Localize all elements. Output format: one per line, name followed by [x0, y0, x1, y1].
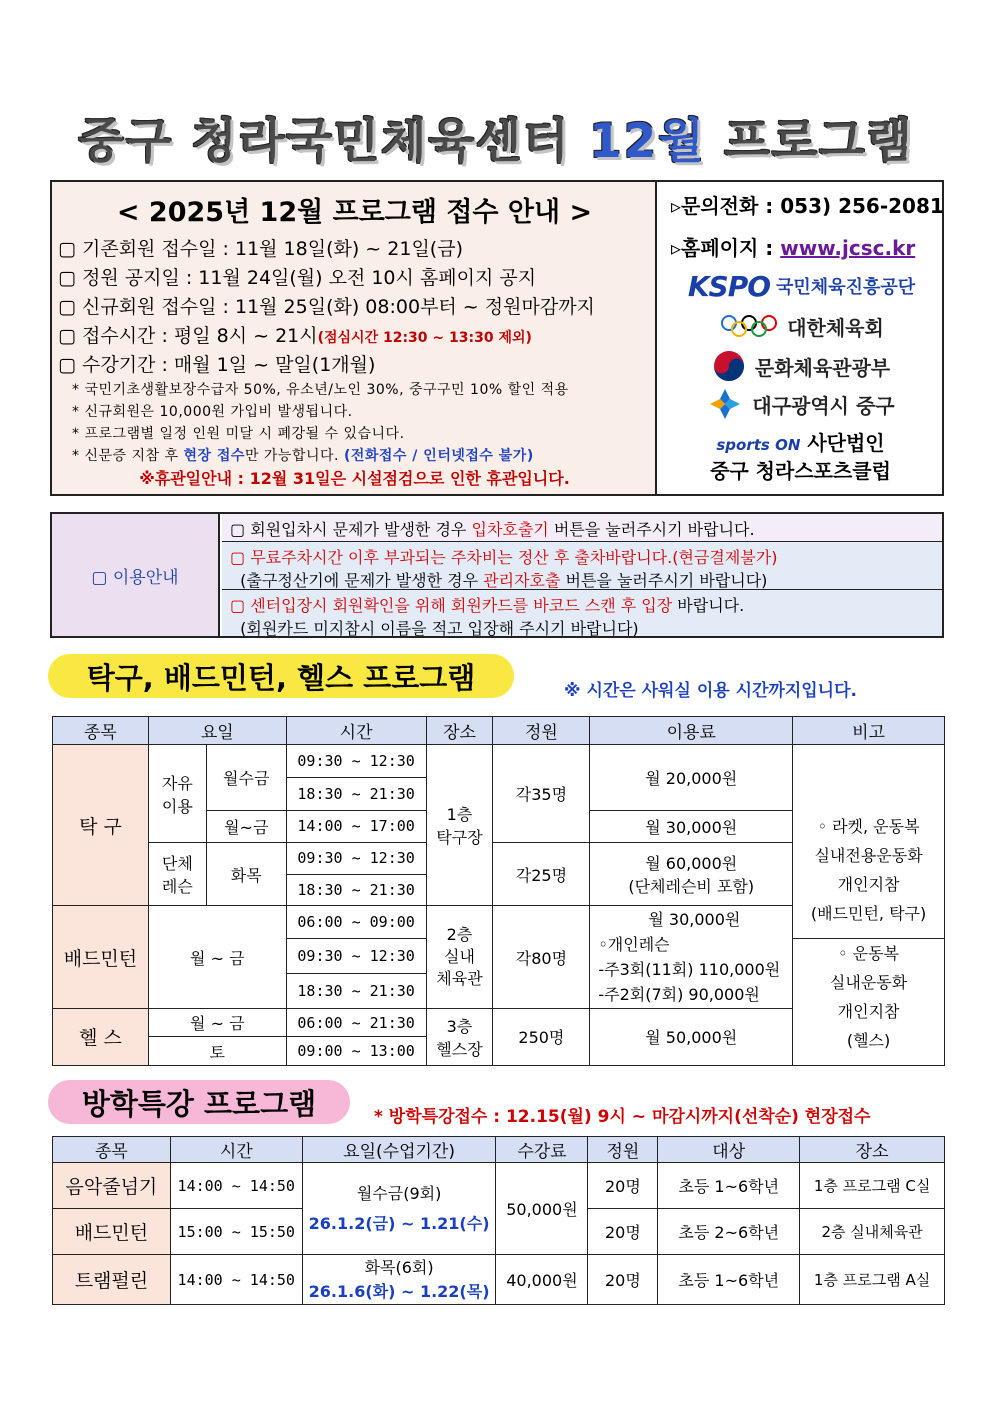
- info-note-fee: * 신규회원은 10,000원 가입비 발생됩니다.: [72, 404, 353, 420]
- usage-row-card: ▢ 센터입장시 회원확인을 위해 회원카드를 바코드 스캔 후 입장 바랍니다. (회원카드 미지참시 이름을 적고 입장해 주시기 바랍니다): [222, 590, 942, 636]
- capacity-cell: 각80명: [493, 906, 590, 1009]
- usage-row-entry: ▢ 회원입차시 문제가 발생한 경우 입차호출기 버튼을 눌러주시기 바랍니다.: [222, 514, 942, 542]
- info-heading: < 2025년 12월 프로그램 접수 안내 >: [116, 197, 593, 228]
- header-place: 장소: [426, 717, 493, 745]
- club-name: sports ON 사단법인 중구 청라스포츠클럽: [710, 431, 891, 483]
- capacity-cell: 20명: [588, 1255, 658, 1305]
- header-day: 요일: [148, 717, 286, 745]
- homepage-link[interactable]: www.jcsc.kr: [780, 236, 916, 260]
- fee-cell: 월 50,000원: [590, 1008, 793, 1065]
- taeguk-icon: [713, 350, 745, 382]
- place-cell: 3층 헬스장: [426, 1008, 493, 1065]
- day-cell: 월 ~ 금: [148, 1008, 286, 1036]
- target-cell: 초등 2~6학년: [658, 1209, 800, 1255]
- remark-cell-gym: ◦ 운동복 실내운동화 개인지참 (헬스): [793, 938, 945, 1065]
- fee-cell-badminton: 월 30,000원 ◦개인레슨 -주3회(11회) 110,000원 -주2회(7회) 90,000원: [590, 906, 793, 1009]
- free-use-label: 자유 이용: [148, 745, 206, 843]
- table-header-row: [53, 717, 945, 745]
- phone-contact: ▹문의전화 : 053) 256-2081: [671, 194, 944, 218]
- section-sports-title: 탁구, 배드민턴, 헬스 프로그램: [48, 654, 514, 698]
- fee-cell: 월 30,000원: [590, 810, 793, 843]
- header-remark: 비고: [793, 717, 945, 745]
- place-cell: 1층 프로그램 C실: [800, 1163, 945, 1209]
- capacity-cell: 250명: [493, 1008, 590, 1065]
- info-line-hours: ▢ 접수시간 : 평일 8시 ~ 21시(점심시간 12:30 ~ 13:30 제외): [58, 325, 532, 347]
- section-vacation-note: * 방학특강접수 : 12.15(월) 9시 ~ 마감시까지(선착순) 현장접수: [374, 1107, 871, 1127]
- header-capacity: 정원: [493, 717, 590, 745]
- section-sports-note: ※ 시간은 사워실 이용 시간까지입니다.: [564, 681, 857, 701]
- target-cell: 초등 1~6학년: [658, 1163, 800, 1209]
- group-lesson-label: 단체 레슨: [148, 843, 206, 906]
- olympic-rings-icon: [719, 314, 779, 338]
- usage-guide: [50, 512, 944, 638]
- info-line-existing: ▢ 기존회원 접수일 : 11월 18일(화) ~ 21일(금): [58, 238, 463, 260]
- capacity-cell: 각25명: [493, 843, 590, 906]
- table-row: [53, 745, 945, 778]
- fee-cell: 월 20,000원: [590, 745, 793, 810]
- info-note-discount: * 국민기초생활보장수급자 50%, 유소년/노인 30%, 중구구민 10% 할인 적용: [72, 382, 569, 398]
- info-line-new: ▢ 신규회원 접수일 : 11월 25일(화) 08:00부터 ~ 정원마감까지: [58, 296, 595, 318]
- table-header-row: [53, 1137, 945, 1163]
- homepage-contact: ▹홈페이지 : www.jcsc.kr: [671, 236, 916, 260]
- time-cell: 09:30 ~ 12:30: [286, 843, 426, 875]
- time-cell: 14:00 ~ 17:00: [286, 810, 426, 843]
- time-cell: 09:30 ~ 12:30: [286, 938, 426, 974]
- capacity-cell: 20명: [588, 1163, 658, 1209]
- time-cell: 09:30 ~ 12:30: [286, 745, 426, 778]
- day-cell: 월 ~ 금: [148, 906, 286, 1009]
- time-cell: 09:00 ~ 13:00: [286, 1037, 426, 1066]
- program-name: 배드민턴: [53, 1209, 171, 1255]
- sports-council-logo: 대한체육회: [669, 306, 934, 346]
- period-cell: 화목(6회) 26.1.6(화) ~ 1.22(목): [302, 1255, 496, 1305]
- sports-program-table: [52, 716, 945, 1066]
- target-cell: 초등 1~6학년: [658, 1255, 800, 1305]
- table-row: [53, 1255, 945, 1305]
- info-note-onsite: * 신문증 지참 후 현장 접수만 가능합니다. (전화접수 / 인터넷접수 불가): [72, 448, 534, 464]
- header-tuition: 수강료: [496, 1137, 588, 1163]
- header-fee: 이용료: [590, 717, 793, 745]
- sport-table-tennis: 탁 구: [53, 745, 149, 906]
- fee-cell: 50,000원: [496, 1163, 588, 1255]
- sports-on-logo: sports ON: [716, 436, 801, 454]
- header-target: 대상: [658, 1137, 800, 1163]
- time-cell: 06:00 ~ 09:00: [286, 906, 426, 939]
- time-cell: 06:00 ~ 21:30: [286, 1008, 426, 1036]
- time-cell: 18:30 ~ 21:30: [286, 974, 426, 1009]
- closure-notice: ※휴관일안내 : 12월 31일은 시설점검으로 인한 휴관입니다.: [139, 469, 570, 488]
- capacity-cell: 각35명: [493, 745, 590, 843]
- day-cell: 월수금: [206, 745, 286, 810]
- lunch-note: (점심시간 12:30 ~ 13:30 제외): [317, 330, 532, 346]
- registration-info-box: [50, 180, 944, 496]
- header-time: 시간: [170, 1137, 302, 1163]
- capacity-cell: 20명: [588, 1209, 658, 1255]
- time-cell: 14:00 ~ 14:50: [170, 1255, 302, 1305]
- sport-gym: 헬 스: [53, 1008, 149, 1065]
- time-cell: 14:00 ~ 14:50: [170, 1163, 302, 1209]
- page-title: 중구 청라국민체육센터 12월 프로그램: [78, 114, 914, 169]
- usage-guide-label: ▢ 이용안내: [52, 514, 220, 636]
- vacation-program-table: [52, 1136, 945, 1305]
- time-cell: 18:30 ~ 21:30: [286, 874, 426, 906]
- jung-gu-logo: 대구광역시 중구: [669, 384, 934, 424]
- header-sport: 종목: [53, 717, 149, 745]
- header-day-period: 요일(수업기간): [302, 1137, 496, 1163]
- sport-badminton: 배드민턴: [53, 906, 149, 1009]
- registration-info: [52, 182, 657, 494]
- time-cell: 15:00 ~ 15:50: [170, 1209, 302, 1255]
- day-cell: 월~금: [206, 810, 286, 843]
- info-line-notice: ▢ 정원 공지일 : 11월 24일(월) 오전 10시 홈페이지 공지: [58, 267, 537, 289]
- place-cell: 2층 실내체육관: [800, 1209, 945, 1255]
- header-capacity: 정원: [588, 1137, 658, 1163]
- info-note-cancel: * 프로그램별 일정 인원 미달 시 폐강될 수 있습니다.: [72, 426, 405, 442]
- day-cell: 화목: [206, 843, 286, 906]
- header-time: 시간: [286, 717, 426, 745]
- place-cell: 1층 프로그램 A실: [800, 1255, 945, 1305]
- section-vacation-title: 방학특강 프로그램: [48, 1080, 350, 1124]
- fee-cell: 월 60,000원 (단체레슨비 포함): [590, 843, 793, 906]
- ministry-logo: 문화체육관광부: [669, 346, 934, 386]
- header-sport: 종목: [53, 1137, 171, 1163]
- time-cell: 18:30 ~ 21:30: [286, 778, 426, 811]
- program-name: 음악줄넘기: [53, 1163, 171, 1209]
- header-place: 장소: [800, 1137, 945, 1163]
- period-cell: 월수금(9회) 26.1.2(금) ~ 1.21(수): [302, 1163, 496, 1255]
- jung-gu-mark-icon: [708, 387, 742, 421]
- kspo-logo: KSPO 국민체육진흥공단: [687, 269, 916, 303]
- place-cell: 2층 실내 체육관: [426, 906, 493, 1009]
- remark-cell-racket: ◦ 라켓, 운동복 실내전용운동화 개인지참 (배드민턴, 탁구): [793, 745, 945, 938]
- place-cell: 1층 탁구장: [426, 745, 493, 906]
- info-line-period: ▢ 수강기간 : 매월 1일 ~ 말일(1개월): [58, 354, 376, 376]
- table-row: [53, 1163, 945, 1209]
- contact-panel: [659, 182, 942, 494]
- usage-row-parking: ▢ 무료주차시간 이후 부과되는 주차비는 정산 후 출차바랍니다.(현금결제불가) (출구정산기에 문제가 발생한 경우 관리자호출 버튼을 눌러주시기 바랍니다): [222, 542, 942, 590]
- day-cell: 토: [148, 1037, 286, 1066]
- program-name: 트램펄린: [53, 1255, 171, 1305]
- fee-cell: 40,000원: [496, 1255, 588, 1305]
